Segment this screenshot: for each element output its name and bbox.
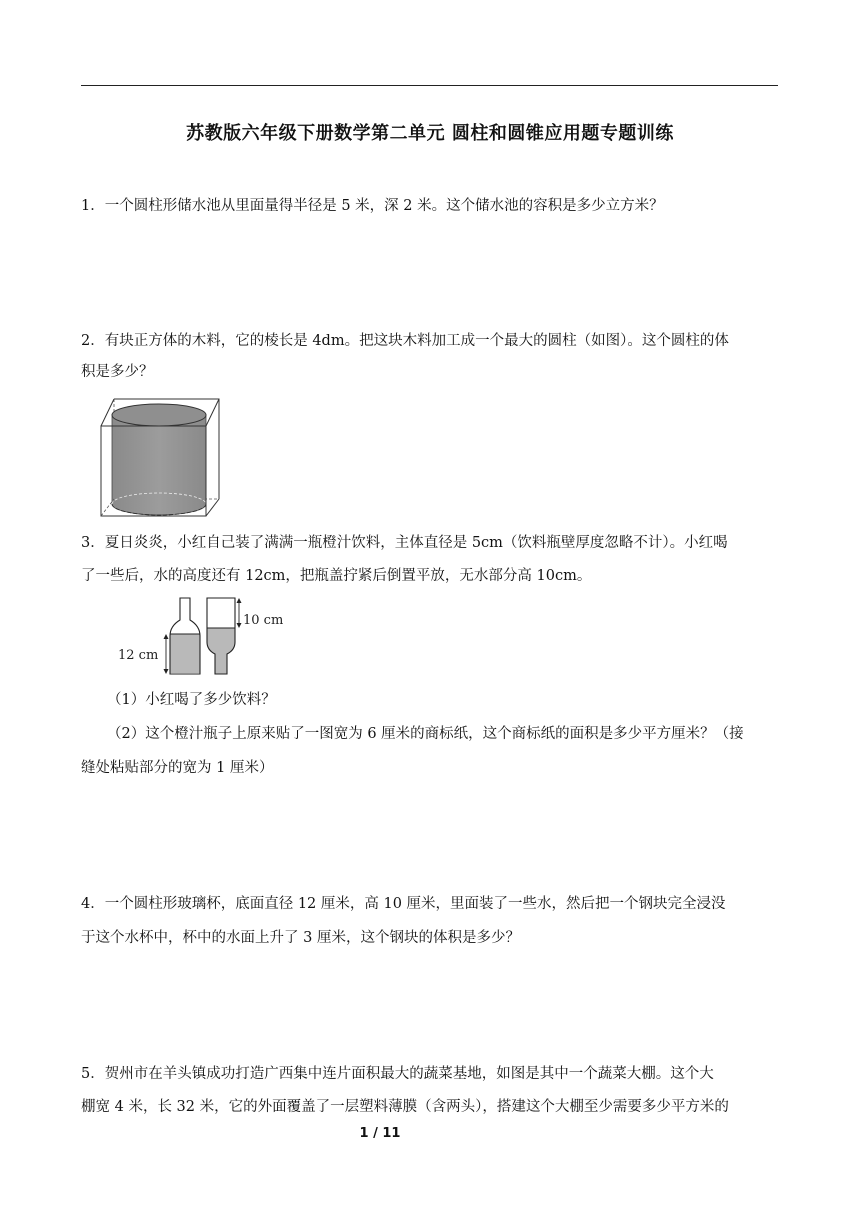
bottle-liquid [170, 634, 200, 673]
dimension-label-12cm: 12 cm [118, 648, 159, 663]
page-number: 1 / 11 [359, 1126, 401, 1141]
cube-cylinder-figure [98, 395, 223, 521]
dimension-label-10cm: 10 cm [243, 613, 284, 628]
bottles-figure [118, 594, 288, 680]
question-5-line-1: 5．贺州市在羊头镇成功打造广西集中连片面积最大的蔬菜基地，如图是其中一个蔬菜大棚。这个大 [81, 1066, 714, 1082]
question-3-sub-1: （1）小红喝了多少饮料？ [107, 692, 276, 708]
header-rule [81, 85, 778, 86]
question-2-line-2: 积是多少？ [81, 364, 154, 380]
question-5-line-2: 棚宽 4 米，长 32 米，它的外面覆盖了一层塑料薄膜（含两头），搭建这个大棚至少需要多少平方米的 [81, 1099, 729, 1115]
question-2-line-1: 2．有块正方体的木料，它的棱长是 4dm。把这块木料加工成一个最大的圆柱（如图）。这个圆柱的体 [81, 333, 729, 349]
question-1: 1．一个圆柱形储水池从里面量得半径是 5 米，深 2 米。这个储水池的容积是多少立方米？ [81, 198, 664, 214]
question-4-line-1: 4．一个圆柱形玻璃杯，底面直径 12 厘米，高 10 厘米，里面装了一些水，然后把一个钢块完全浸没 [81, 896, 726, 912]
question-3-line-2: 了一些后，水的高度还有 12cm，把瓶盖拧紧后倒置平放，无水部分高 10cm。 [81, 568, 592, 584]
page-title: 苏教版六年级下册数学第二单元 圆柱和圆锥应用题专题训练 [186, 123, 674, 144]
question-3-sub-2-line-1: （2）这个橙汁瓶子上原来贴了一图宽为 6 厘米的商标纸，这个商标纸的面积是多少平方厘米？（接 [107, 726, 744, 742]
question-4-line-2: 于这个水杯中，杯中的水面上升了 3 厘米，这个钢块的体积是多少？ [81, 930, 520, 946]
question-3-line-1: 3．夏日炎炎，小红自己装了满满一瓶橙汁饮料，主体直径是 5cm（饮料瓶壁厚度忽略不计）。小红喝 [81, 535, 728, 551]
question-3-sub-2-line-2: 缝处粘贴部分的宽为 1 厘米） [81, 760, 274, 776]
